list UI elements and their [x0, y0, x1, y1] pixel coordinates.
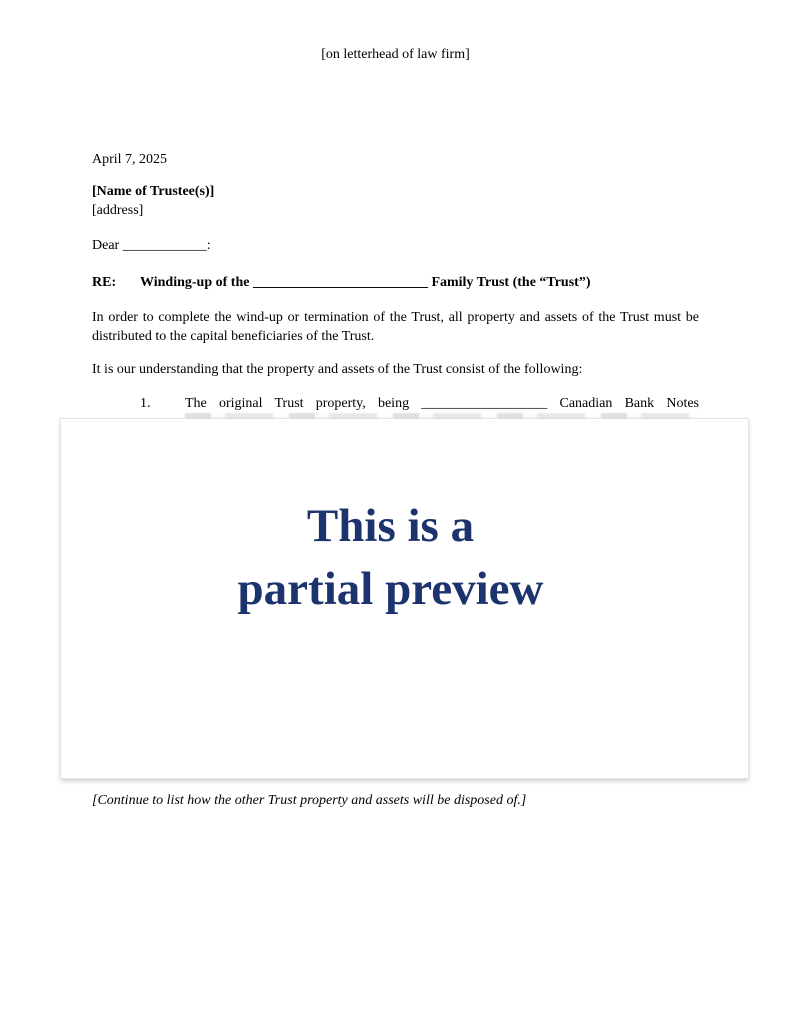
list-item-number: 1.	[140, 395, 151, 411]
list-item-1	[92, 395, 699, 414]
clipped-text-remnant	[185, 413, 699, 418]
preview-watermark-text	[47, 495, 734, 621]
recipient-block	[92, 183, 699, 220]
recipient-address: [address]	[92, 202, 144, 218]
preview-line-2: partial preview	[237, 563, 544, 615]
preview-line-1: This is a	[306, 500, 475, 552]
salutation: Dear ____________:	[92, 238, 211, 253]
re-line	[92, 274, 699, 293]
continue-instruction: [Continue to list how the other Trust property and assets will be disposed of.]	[92, 793, 527, 808]
letterhead-note: [on letterhead of law firm]	[321, 47, 470, 62]
recipient-name: [Name of Trustee(s)]	[92, 184, 215, 199]
re-subject: Winding-up of the _________________________ Family Trust (the “Trust”)	[140, 274, 591, 290]
re-label: RE:	[92, 274, 117, 290]
list-item-text: The original Trust property, being __________________ Canadian Bank Notes	[185, 395, 699, 411]
paragraph-windup: In order to complete the wind-up or termination of the Trust, all property and assets of the Trust must be distributed to the capital beneficiaries of the Trust.	[92, 310, 699, 344]
date-line: April 7, 2025	[92, 151, 168, 167]
document-page	[0, 46, 791, 1024]
paragraph-understanding: It is our understanding that the property and assets of the Trust consist of the following:	[92, 362, 583, 377]
partial-preview-overlay	[60, 418, 749, 779]
